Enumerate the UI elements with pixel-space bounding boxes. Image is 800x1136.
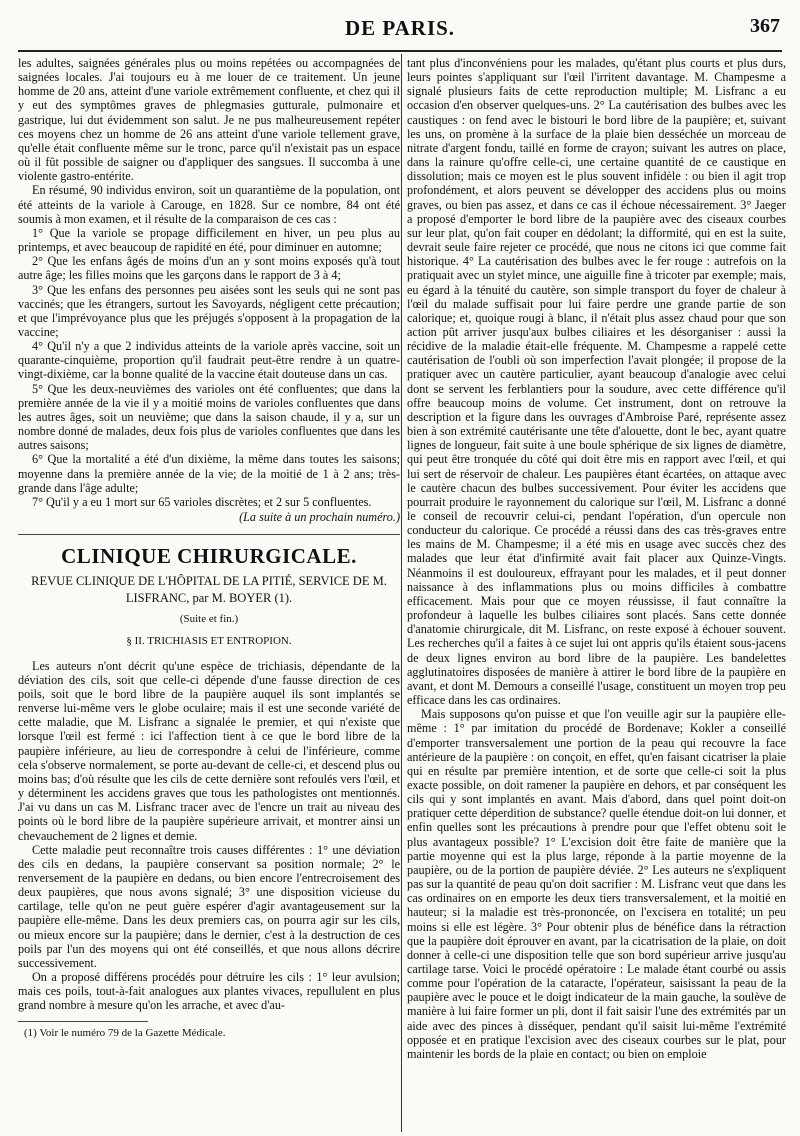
section-rule (18, 534, 400, 535)
paragraph: 5° Que les deux-neuvièmes des varioles ont été confluentes; que dans la première année de la vie il y a moitié moins de varioles confluentes que dans les autres âges, soit un neuvième; que dans la saison chaude, il y a, sur un nombre donné de malades, deux fois plus de varioles confluentes que dans les autres saisons; (18, 381, 400, 453)
suite-label: (Suite et fin.) (179, 613, 239, 626)
running-title: DE PARIS. (344, 16, 456, 40)
page-number: 367 (750, 15, 780, 37)
paragraph: On a proposé différens procédés pour détruire les cils : 1° leur avulsion; mais ces poils, tout-à-fait analogues aux plantes vivaces, repullulent en plus grand nombre à mesure qu'on les arrache, et avec d'au- (18, 970, 400, 1013)
header-rule (18, 50, 782, 52)
article-subtitle: REVUE CLINIQUE DE L'HÔPITAL DE LA PITIÉ, SERVICE DE M. LISFRANC, par M. BOYER (1). (31, 574, 387, 606)
continuation-note: (La suite à un prochain numéro.) (239, 510, 400, 524)
right-column (407, 56, 786, 1134)
paragraph: Les auteurs n'ont décrit qu'une espèce de trichiasis, dépendante de la déviation des cils, soit que celle-ci dépende d'une fausse direction de ces poils, soit que le bord libre de la paupière auquel ils sont implantés se renverse lui-même vers le globe oculaire; mais il est une seconde variété de cette maladie, que M. Lisfranc a signalée le premier, et qui n'existe que lorsque l'œil est fermé : ici l'affection tient à ce que le bord libre de la paupière inférieure, au lieu de correspondre à celui de l'inférieure, comme cela s'observe normalement, se porte au-devant de celle-ci, et descend plus ou moins bas; d'où résulte que les cils de cette dernière sont refoulés vers l'œil, et y déterminent les accidens graves que tous les pathologistes ont mentionnés. J'ai vu dans un cas M. Lisfranc tracer avec de l'encre un trait au niveau des points où le bord libre de la paupière supérieure arrivait, et montrer ainsi un chevauchement de 2 lignes et demie. (18, 658, 400, 843)
paragraph: 3° Que les enfans des personnes peu aisées sont les seuls qui ne sont pas vaccinés; que les étrangers, surtout les Savoyards, négligent cette précaution; et que l'imprévoyance plus que les préjugés s'opposent à la propagation de la vaccine; (18, 282, 400, 339)
paragraph: 4° Qu'il n'y a que 2 individus atteints de la variole après vaccine, soit un quarante-cinquième, proportion qu'il faudrait peut-être rendre à un quatre-vingt-dixième, car la bonne qualité de la vaccine était douteuse dans un cas. (18, 339, 400, 382)
paragraph: 2° Que les enfans âgés de moins d'un an y sont moins exposés qu'à tout autre âge; les filles moins que les garçons dans le rapport de 3 à 4; (18, 254, 400, 283)
paragraph: tant plus d'inconvéniens pour les malades, qu'étant plus courts et plus durs, leurs pointes s'appliquant sur l'œil l'irritent davantage. M. Champesme a signalé plusieurs faits de cette reproduction multiple; M. Lisfranc a eu occasion d'en observer quelques-uns. 2° La cautérisation des bulbes avec les caustiques : on fend avec le bistouri le bord libre de la paupière; et, suivant les uns, on promène à la surface de la plaie bien desséchée un morceau de nitrate d'argent fondu, taillé en forme de crayon; suivant les autres on place, dans la rainure qu'offre celle-ci, une certaine quantité de ce caustique en dissolution; mais ce moyen est le plus souvent infidèle : ou bien il agit trop profondément, et alors peuvent se développer des accidens plus ou moins graves, ou bien pas assez, et dans ce cas il échoue nécessairement. 3° Jaeger a proposé d'emporter le bord libre de la paupière avec des ciseaux courbes sur leur plat, qu'on fait couper en dédolant; la difformité, qui en est la suite, devrait seule faire rejeter ce procédé, que nous ne citons ici que comme fait historique. 4° La cautérisation des bulbes avec le fer rouge : autrefois on la pratiquait avec un stylet mince, une aiguille fine à tricoter par exemple; mais, eu égard à la ténuité du cautère, son simple transport du foyer de chaleur à l'œil du malade suffisait pour lui faire perdre une grande partie de son calorique; et, quoique rougi à blanc, il n'était plus assez chaud pour que son action pût arriver jusqu'aux bulbes ciliaires et les désorganiser : aussi la récidive de la maladie était-elle fréquente. M. Champesme a rappelé cette cautérisation de l'oubli où son imperfection l'avait plongée; il propose de la pratiquer avec un cautère particulier, ayant beaucoup d'analogie avec celui dont se servent les ferblantiers pour la soudure, avec cette différence qu'il offre beaucoup moins de volume. Cet instrument, dont on retrouve la description et la figure dans les ouvrages d'Ambroise Paré, représente assez bien à son extrémité cautérisante une tête d'alouette, dont le bec, ayant quatre lignes de longueur, fait suite à une boule sphérique de six lignes de diamètre, qui peut être tronquée du côté qui doit être mis en rapport avec l'œil, et qui lui sert de réservoir de chaleur. Les paupières étant écartées, on attaque avec le cautère chacun des bulbes successivement. Pour éviter les accidens que pourrait produire le rayonnement du calorique sur l'œil, M. Lisfranc a donné le conseil de recouvrir celui-ci, pendant l'opération, d'un opercule non conducteur du calorique. Ce procédé a réussi dans des cas très-graves entre les mains de M. Champesme; il a été mis en usage avec succès chez des malades que leur état d'infirmité avait fait placer aux Quinze-Vingts. Néanmoins il est douloureux, effrayant pour les malades, et il peut donner naissance à des inflammations plus ou moins difficiles à combattre efficacement. Mais pour que ce moyen réussisse, il faut connaître la profondeur à laquelle les bulbes ciliaires sont placés. Sans cette donnée d'anatomie chirurgicale, dit M. Lisfranc, on reste exposé à échouer souvent. Les recherches qu'il a faites à ce sujet lui ont appris qu'ils étaient sous-jacens de deux lignes environ au bord libre de la paupière. Les bandelettes agglutinatoires disposées de manière à attirer le bord libre de la paupière en avant, et dont M. Demours a conseillé l'usage, constituent un moyen trop peu efficace dans les cas ordinaires. (407, 56, 786, 708)
paragraph: Mais supposons qu'on puisse et que l'on veuille agir sur la paupière elle-même : 1° par imitation du procédé de Bordenave; Kokler a conseillé d'emporter transversalement une portion de la peau qui recouvre la face antérieure de la paupière : on conçoit, en effet, qu'en faisant cicatriser la plaie qui en résulte par première intention, et de sorte que celle-ci soit la plus exacte possible, on doit ramener la paupière en dehors, et par conséquent les cils qui y sont implantés en avant. Mais d'abord, dans quel point doit-on pratiquer cette déperdition de substance? quelle étendue doit-on lui donner, et enfin quelles sont les précautions à prendre pour que l'effet obtenu soit le plus avantageux possible? 1° L'excision doit être faite de manière que la partie moyenne qui est la plus large, réponde à la partie moyenne de la paupière, ou de la portion de paupière déviée. 2° Les auteurs ne s'expliquent pas sur la quantité de peau qu'on doit sacrifier : M. Lisfranc veut que dans les cas ordinaires on en emporte les deux tiers transversalement, et la moitié en hauteur; si la maladie est très-prononcée, on l'excisera en totalité; un peu moins si elle est légère. 3° Pour obtenir plus de bénéfice dans la rétraction que la paupière doit éprouver en avant, par la cicatrisation de la plaie, on doit donner à celle-ci une disposition telle que son bord supérieur arrive jusqu'au cartilage tarse. Voici le procédé opératoire : Le malade étant courbé ou assis comme pour l'opération de la cataracte, l'opérateur, saisissant la peau de la paupière avec le pouce et le doigt indicateur de la main gauche, la soulève de manière à lui faire former un pli, dont il fait saisir l'une des extrémités par un aide avec des pinces à disséquer, pendant qu'il saisit lui-même l'extrémité opposée et en pratique l'excision avec des ciseaux courbes sur le plat, pour maintenir les bords de la plaie en contact; ou bien on emploie (407, 707, 786, 1061)
paragraph-heading: § II. TRICHIASIS ET ENTROPION. (126, 635, 292, 648)
footnote: (1) Voir le numéro 79 de la Gazette Médicale. (24, 1026, 226, 1039)
paragraph: Cette maladie peut reconnaître trois causes différentes : 1° une déviation des cils en dedans, la paupière conservant sa position normale; 2° le renversement de la paupière en dedans, ou bien encore l'entrecroisement des deux paupières, que nous avons signalé; 3° une disposition vicieuse du cartilage, telle qu'on ne peut guère espérer d'agir avantageusement sur la paupière elle-même. Dans les deux premiers cas, on pourra agir sur les cils, ou mieux encore sur la paupière; dans le dernier, c'est à la destruction de ces poils par l'un des moyens qui ont été conseillés, et que nous allons décrire successivement. (18, 842, 400, 970)
paragraph: En résumé, 90 individus environ, soit un quarantième de la population, ont été atteints de la variole à Carouge, en 1828. Sur ce nombre, 84 ont été soumis à mon examen, et il résulte de la comparaison de ces cas : (18, 183, 400, 226)
left-column (18, 56, 400, 1130)
paragraph: 6° Que la mortalité a été d'un dixième, la même dans toutes les saisons; moyenne dans la première année de la vie; de la moitié de 1 à 2 ans; très-grande dans l'âge adulte; (18, 452, 400, 495)
paragraph: 7° Qu'il y a eu 1 mort sur 65 varioles discrètes; et 2 sur 5 confluentes. (32, 494, 372, 509)
section-title: CLINIQUE CHIRURGICALE. (61, 544, 357, 569)
paragraph: 1° Que la variole se propage difficilement en hiver, un peu plus au printemps, et avec beaucoup de rapidité en été, pour diminuer en automne; (18, 225, 400, 255)
column-divider (401, 54, 402, 1132)
page-header (0, 0, 800, 44)
footnote-rule (18, 1021, 148, 1022)
paragraph: les adultes, saignées générales plus ou moins repétées ou accompagnées de saignées locales. J'ai toujours eu à me louer de ce traitement. Un jeune homme de 20 ans, atteint d'une variole extrêmement confluente, et chez qui il y eut des symptômes graves de phlegmasies gutturale, pulmonaire et gastrique, lui dut évidemment son salut. Je ne pus malheureusement repéter ces moyens chez un homme de 26 ans atteint d'une variole tellement grave, qu'elle était confluente même sur le tronc, parce qu'il n'existait pas un espace où il fût possible de saigner ou d'appliquer des sangsues. Il succomba à une violente gastro-entérite. (18, 56, 400, 184)
